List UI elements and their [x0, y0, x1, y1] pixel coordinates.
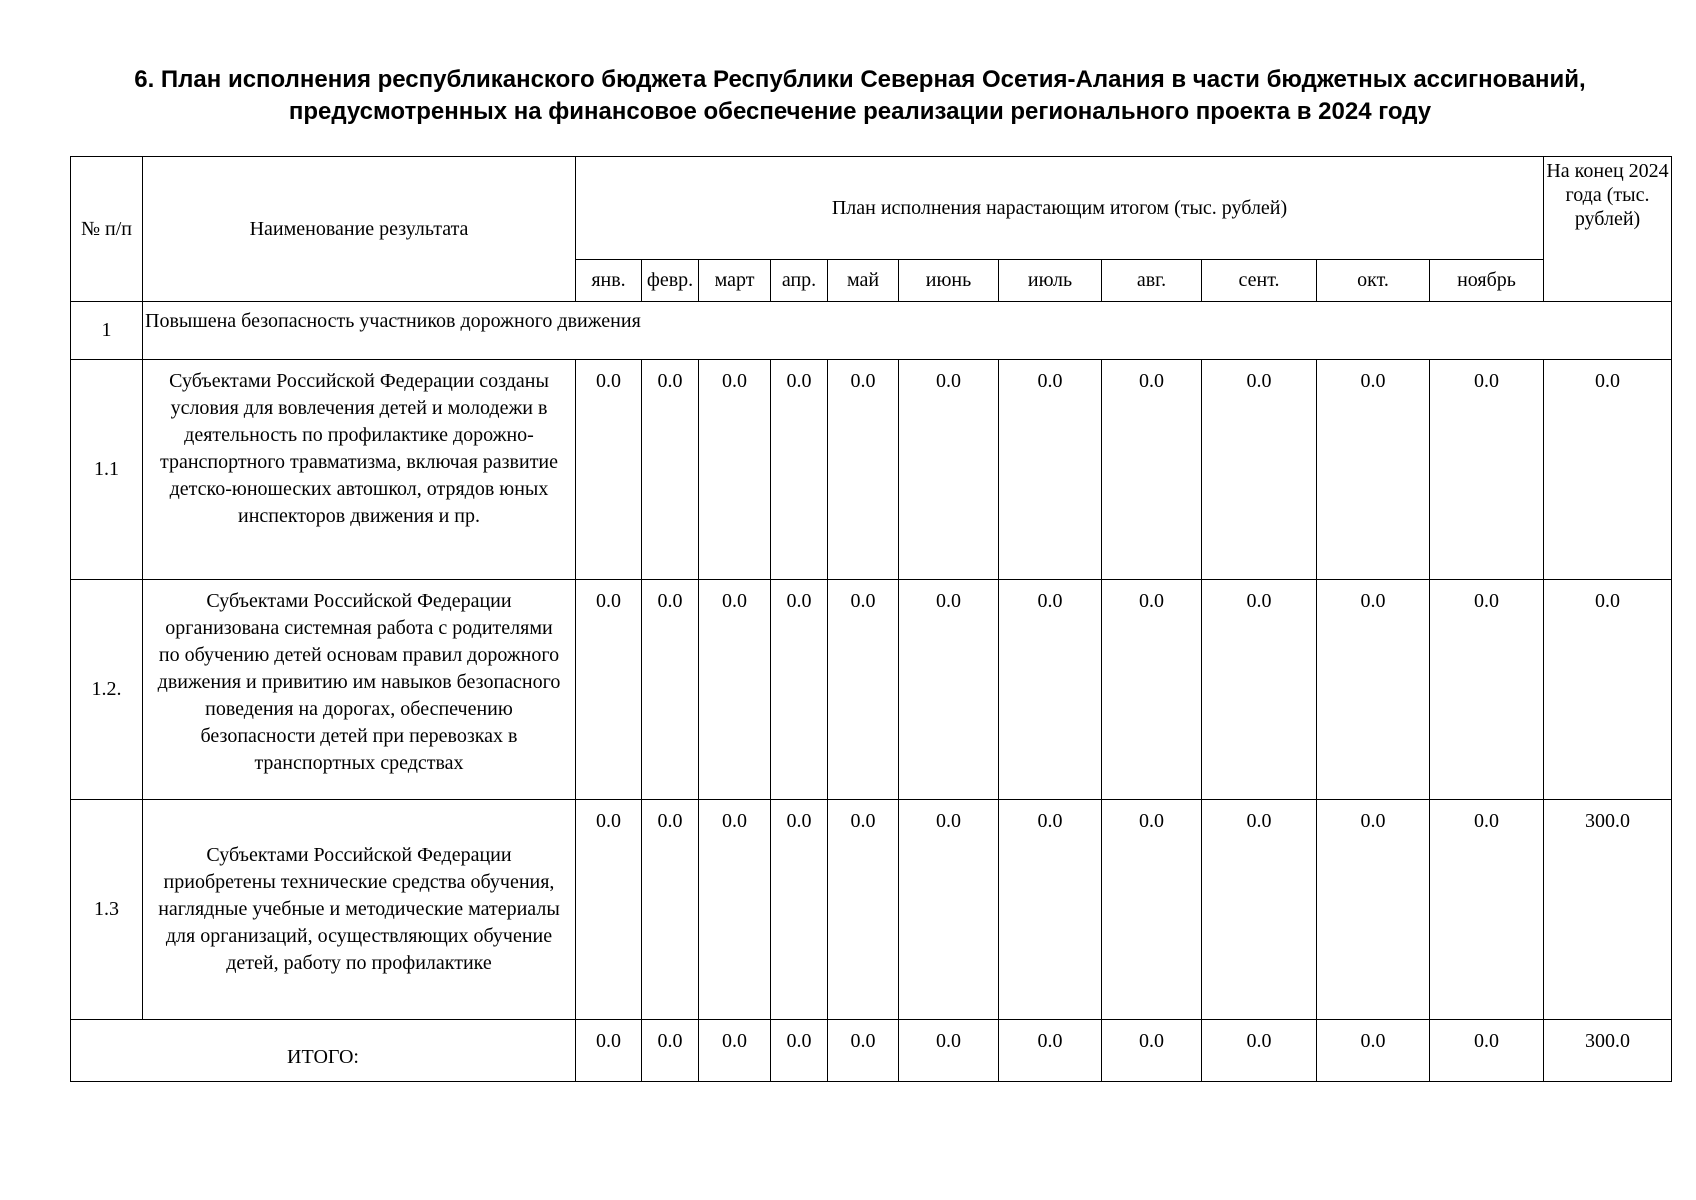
header-num: № п/п	[71, 157, 143, 302]
value-cell: 0.0	[899, 800, 999, 1020]
value-cell: 0.0	[699, 580, 771, 800]
month-header: янв.	[576, 260, 642, 302]
row-name: Субъектами Российской Федерации созданы условия для вовлечения детей и молодежи в деятельность по профилактике дорожно-транспортного травматизма, включая развитие детско-юношеских автошкол, отрядов юных инспекторов движения и пр.	[159, 370, 559, 527]
total-value-cell: 0.0	[699, 1020, 771, 1082]
row-name-cell	[143, 580, 576, 800]
value-cell: 0.0	[1317, 360, 1430, 580]
title-line-2: предусмотренных на финансовое обеспечение реализации регионального проекта в 2024 году	[288, 98, 1432, 125]
month-header: май	[828, 260, 899, 302]
month-header: авг.	[1102, 260, 1202, 302]
value-cell: 0.0	[1430, 360, 1544, 580]
value-cell: 0.0	[999, 800, 1102, 1020]
month-header: июль	[999, 260, 1102, 302]
header-plan: План исполнения нарастающим итогом (тыс. рублей)	[576, 157, 1544, 260]
row-name-cell	[143, 800, 576, 1020]
title-line-1: 6. План исполнения республиканского бюджета Республики Северная Осетия-Алания в части бюджетных ассигнований,	[134, 66, 1586, 93]
value-cell: 0.0	[576, 360, 642, 580]
total-value-cell: 0.0	[771, 1020, 828, 1082]
value-cell: 0.0	[771, 800, 828, 1020]
total-value-cell: 0.0	[576, 1020, 642, 1082]
total-value-cell: 0.0	[1430, 1020, 1544, 1082]
row-name: Субъектами Российской Федерации организована системная работа с родителями по обучению детей основам правил дорожного движения и привитию им навыков безопасного поведения на дорогах, обеспечению безопасности детей при перевозках в транспортных средствах	[157, 590, 561, 774]
header-end-of-year: На конец 2024 года (тыс. рублей)	[1544, 157, 1672, 302]
table-row	[71, 580, 1672, 800]
value-cell: 0.0	[699, 360, 771, 580]
value-cell: 0.0	[999, 580, 1102, 800]
value-cell: 0.0	[1102, 800, 1202, 1020]
header-name: Наименование результата	[143, 157, 576, 302]
value-cell: 0.0	[1430, 800, 1544, 1020]
total-value-cell: 0.0	[828, 1020, 899, 1082]
table-row	[71, 360, 1672, 580]
section-row	[71, 302, 1672, 360]
document-title	[40, 64, 1680, 128]
value-cell: 0.0	[1102, 580, 1202, 800]
total-value-cell: 0.0	[999, 1020, 1102, 1082]
total-value-cell: 0.0	[1202, 1020, 1317, 1082]
total-cell: 300.0	[1544, 800, 1672, 1020]
value-cell: 0.0	[1102, 360, 1202, 580]
row-num: 1.2.	[71, 580, 143, 800]
header-row-1	[71, 157, 1672, 260]
value-cell: 0.0	[771, 580, 828, 800]
value-cell: 0.0	[576, 800, 642, 1020]
section-num: 1	[71, 302, 143, 360]
total-value-cell: 0.0	[899, 1020, 999, 1082]
budget-plan-table	[70, 156, 1672, 1082]
value-cell: 0.0	[899, 360, 999, 580]
row-num: 1.3	[71, 800, 143, 1020]
value-cell: 0.0	[699, 800, 771, 1020]
total-value-cell: 0.0	[1317, 1020, 1430, 1082]
value-cell: 0.0	[642, 800, 699, 1020]
table-row	[71, 800, 1672, 1020]
row-name: Субъектами Российской Федерации приобретены технические средства обучения, наглядные учебные и методические материалы для организаций, осуществляющих обучение детей, работу по профилактике	[158, 844, 560, 974]
month-header: ноябрь	[1430, 260, 1544, 302]
value-cell: 0.0	[999, 360, 1102, 580]
value-cell: 0.0	[576, 580, 642, 800]
value-cell: 0.0	[828, 360, 899, 580]
value-cell: 0.0	[1317, 800, 1430, 1020]
month-header: апр.	[771, 260, 828, 302]
row-name-cell	[143, 360, 576, 580]
value-cell: 0.0	[828, 800, 899, 1020]
month-header: июнь	[899, 260, 999, 302]
row-num: 1.1	[71, 360, 143, 580]
month-header: сент.	[1202, 260, 1317, 302]
value-cell: 0.0	[899, 580, 999, 800]
value-cell: 0.0	[1202, 800, 1317, 1020]
value-cell: 0.0	[771, 360, 828, 580]
section-title: Повышена безопасность участников дорожного движения	[143, 302, 1672, 360]
value-cell: 0.0	[1202, 580, 1317, 800]
value-cell: 0.0	[1317, 580, 1430, 800]
total-row	[71, 1020, 1672, 1082]
value-cell: 0.0	[1430, 580, 1544, 800]
total-value-cell: 0.0	[642, 1020, 699, 1082]
total-cell: 0.0	[1544, 580, 1672, 800]
month-header: февр.	[642, 260, 699, 302]
grand-total-cell: 300.0	[1544, 1020, 1672, 1082]
total-label: ИТОГО:	[71, 1020, 576, 1082]
value-cell: 0.0	[642, 360, 699, 580]
value-cell: 0.0	[1202, 360, 1317, 580]
month-header: окт.	[1317, 260, 1430, 302]
total-value-cell: 0.0	[1102, 1020, 1202, 1082]
month-header: март	[699, 260, 771, 302]
total-cell: 0.0	[1544, 360, 1672, 580]
value-cell: 0.0	[828, 580, 899, 800]
value-cell: 0.0	[642, 580, 699, 800]
